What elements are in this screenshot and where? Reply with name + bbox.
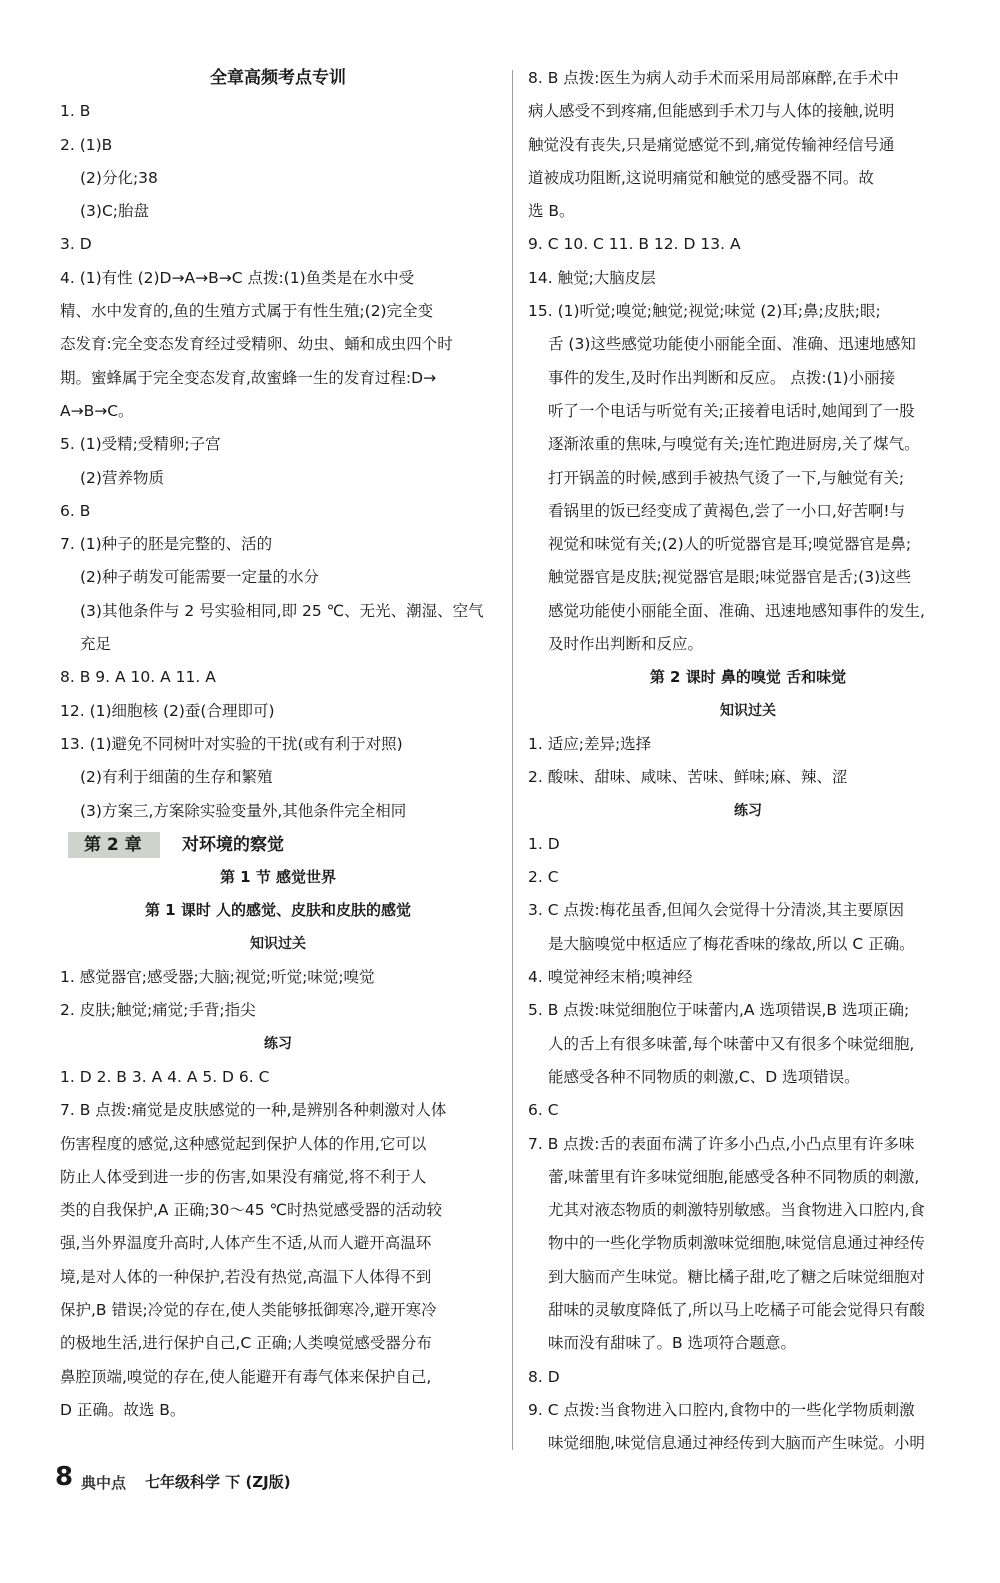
- answer-line: 1. D: [528, 834, 560, 853]
- subsection-heading: 练习: [264, 1035, 292, 1052]
- answer-line: 9. C 10. C 11. B 12. D 13. A: [528, 235, 741, 254]
- answer-line: 15. (1)听觉;嗅觉;触觉;视觉;味觉 (2)耳;鼻;皮肤;眼;: [528, 302, 881, 321]
- answer-line: 2. 皮肤;触觉;痛觉;手背;指尖: [60, 1001, 256, 1020]
- answer-line: 4. (1)有性 (2)D→A→B→C 点拨:(1)鱼类是在水中受: [60, 268, 415, 287]
- answer-line: 及时作出判断和反应。: [548, 635, 704, 654]
- answer-line: 7. B 点拨:痛觉是皮肤感觉的一种,是辨别各种刺激对人体: [60, 1101, 447, 1120]
- answer-line: 甜味的灵敏度降低了,所以马上吃橘子可能会觉得只有酸: [548, 1300, 925, 1319]
- answer-line: 尤其对液态物质的刺激特别敏感。当食物进入口腔内,食: [548, 1201, 925, 1220]
- column-divider: [512, 70, 513, 1450]
- lesson-heading: 第 2 课时 鼻的嗅觉 舌和味觉: [649, 668, 847, 687]
- answer-line: 充足: [80, 635, 112, 654]
- answer-line: 打开锅盖的时候,感到手被热气烫了一下,与触觉有关;: [548, 468, 905, 487]
- answer-line: 6. B: [60, 501, 91, 520]
- answer-line: 1. 适应;差异;选择: [528, 734, 652, 753]
- answer-line: (3)C;胎盘: [80, 202, 150, 221]
- answer-line: 态发育:完全变态发育经过受精卵、幼虫、蛹和成虫四个时: [60, 335, 453, 354]
- answer-line: 期。蜜蜂属于完全变态发育,故蜜蜂一生的发育过程:D→: [60, 368, 437, 387]
- subsection-heading: 知识过关: [250, 935, 306, 952]
- lesson-heading: 第 1 节 感觉世界: [219, 868, 337, 887]
- answer-line: 能感受各种不同物质的刺激,C、D 选项错误。: [548, 1067, 860, 1086]
- answer-line: 14. 触觉;大脑皮层: [528, 268, 656, 287]
- answer-line: 视觉和味觉有关;(2)人的听觉器官是耳;嗅觉器官是鼻;: [548, 535, 912, 554]
- answer-line: 9. C 点拨:当食物进入口腔内,食物中的一些化学物质刺激: [528, 1400, 915, 1419]
- answer-line: 防止人体受到进一步的伤害,如果没有痛觉,将不利于人: [60, 1167, 427, 1186]
- answer-line: (3)方案三,方案除实验变量外,其他条件完全相同: [80, 801, 407, 820]
- answer-line: 舌 (3)这些感觉功能使小丽能全面、准确、迅速地感知: [548, 335, 916, 354]
- answer-line: 人的舌上有很多味蕾,每个味蕾中又有很多个味觉细胞,: [548, 1034, 915, 1053]
- answer-line: 7. (1)种子的胚是完整的、活的: [60, 535, 273, 554]
- book-label: 七年级科学 下 (ZJ版): [145, 1473, 291, 1491]
- answer-line: 蕾,味蕾里有许多味觉细胞,能感受各种不同物质的刺激,: [548, 1167, 920, 1186]
- answer-line: 7. B 点拨:舌的表面布满了许多小凸点,小凸点里有许多味: [528, 1134, 915, 1153]
- answer-line: 6. C: [528, 1101, 559, 1120]
- answer-line: 8. B 9. A 10. A 11. A: [60, 668, 216, 687]
- chapter-heading: [60, 828, 496, 861]
- answer-line: 伤害程度的感觉,这种感觉起到保护人体的作用,它可以: [60, 1134, 427, 1153]
- answer-line: (2)营养物质: [80, 468, 164, 487]
- answer-line: A→B→C。: [60, 401, 134, 420]
- answer-line: 精、水中发育的,鱼的生殖方式属于有性生殖;(2)完全变: [60, 302, 434, 321]
- answer-line: 是大脑嗅觉中枢适应了梅花香味的缘故,所以 C 正确。: [548, 934, 915, 953]
- answer-line: 境,是对人体的一种保护,若没有热觉,高温下人体得不到: [60, 1267, 432, 1286]
- left-column: [60, 62, 496, 1427]
- answer-line: 的极地生活,进行保护自己,C 正确;人类嗅觉感受器分布: [60, 1334, 432, 1353]
- answer-line: 1. B: [60, 102, 91, 121]
- answer-line: 逐渐浓重的焦味,与嗅觉有关;连忙跑进厨房,关了煤气。: [548, 435, 920, 454]
- answer-line: 感觉功能使小丽能全面、准确、迅速地感知事件的发生,: [548, 601, 925, 620]
- answer-line: 听了一个电话与听觉有关;正接着电话时,她闻到了一股: [548, 401, 915, 420]
- chapter-number: 第 2 章: [68, 832, 160, 858]
- answer-line: 8. D: [528, 1367, 560, 1386]
- answer-line: 触觉器官是皮肤;视觉器官是眼;味觉器官是舌;(3)这些: [548, 568, 912, 587]
- answer-line: 8. B 点拨:医生为病人动手术而采用局部麻醉,在手术中: [528, 69, 899, 87]
- answer-line: 13. (1)避免不同树叶对实验的干扰(或有利于对照): [60, 734, 403, 753]
- section-title: 全章高频考点专训: [210, 68, 346, 88]
- answer-line: 2. C: [528, 868, 559, 887]
- brand-logo: 典中点: [81, 1474, 127, 1492]
- answer-line: 道被成功阻断,这说明痛觉和触觉的感受器不同。故: [528, 168, 874, 187]
- answer-line: 看锅里的饭已经变成了黄褐色,尝了一小口,好苦啊!与: [548, 501, 906, 520]
- answer-line: 病人感受不到疼痛,但能感到手术刀与人体的接触,说明: [528, 102, 895, 121]
- answer-line: 12. (1)细胞核 (2)蚕(合理即可): [60, 701, 275, 720]
- answer-line: 强,当外界温度升高时,人体产生不适,从而人避开高温环: [60, 1234, 432, 1253]
- answer-line: 3. D: [60, 235, 92, 254]
- answer-line: 1. D 2. B 3. A 4. A 5. D 6. C: [60, 1067, 270, 1086]
- answer-line: 3. C 点拨:梅花虽香,但闻久会觉得十分清淡,其主要原因: [528, 901, 905, 920]
- answer-line: 5. B 点拨:味觉细胞位于味蕾内,A 选项错误,B 选项正确;: [528, 1001, 910, 1020]
- answer-line: 味而没有甜味了。B 选项符合题意。: [548, 1334, 797, 1353]
- subsection-heading: 知识过关: [720, 702, 776, 719]
- answer-line: 鼻腔顶端,嗅觉的存在,使人能避开有毒气体来保护自己,: [60, 1367, 432, 1386]
- answer-line: 1. 感觉器官;感受器;大脑;视觉;听觉;味觉;嗅觉: [60, 968, 375, 987]
- answer-line: (3)其他条件与 2 号实验相同,即 25 ℃、无光、潮湿、空气: [80, 601, 484, 620]
- right-column: [528, 62, 968, 1460]
- answer-line: 4. 嗅觉神经末梢;嗅神经: [528, 968, 693, 987]
- answer-line: 到大脑而产生味觉。糖比橘子甜,吃了糖之后味觉细胞对: [548, 1267, 925, 1286]
- answer-line: (2)有利于细菌的生存和繁殖: [80, 768, 273, 787]
- answer-line: 触觉没有丧失,只是痛觉感觉不到,痛觉传输神经信号通: [528, 135, 895, 154]
- answer-line: (2)种子萌发可能需要一定量的水分: [80, 568, 319, 587]
- lesson-heading: 第 1 课时 人的感觉、皮肤和皮肤的感觉: [144, 901, 412, 920]
- chapter-title: 对环境的察觉: [182, 834, 284, 855]
- page-footer: [55, 1462, 485, 1502]
- page-number: 8: [55, 1462, 74, 1492]
- answer-line: 物中的一些化学物质刺激味觉细胞,味觉信息通过神经传: [548, 1234, 925, 1253]
- answer-line: (2)分化;38: [80, 168, 158, 187]
- subsection-heading: 练习: [734, 802, 762, 819]
- answer-line: 味觉细胞,味觉信息通过神经传到大脑而产生味觉。小明: [548, 1434, 925, 1453]
- answer-line: 类的自我保护,A 正确;30～45 ℃时热觉感受器的活动较: [60, 1201, 442, 1220]
- answer-line: 2. (1)B: [60, 135, 113, 154]
- answer-line: 5. (1)受精;受精卵;子宫: [60, 435, 221, 454]
- answer-line: 事件的发生,及时作出判断和反应。 点拨:(1)小丽接: [548, 368, 896, 387]
- answer-line: 保护,B 错误;冷觉的存在,使人类能够抵御寒冷,避开寒冷: [60, 1300, 437, 1319]
- answer-line: 2. 酸味、甜味、咸味、苦味、鲜味;麻、辣、涩: [528, 768, 848, 787]
- answer-line: 选 B。: [528, 202, 575, 221]
- answer-line: D 正确。故选 B。: [60, 1400, 186, 1419]
